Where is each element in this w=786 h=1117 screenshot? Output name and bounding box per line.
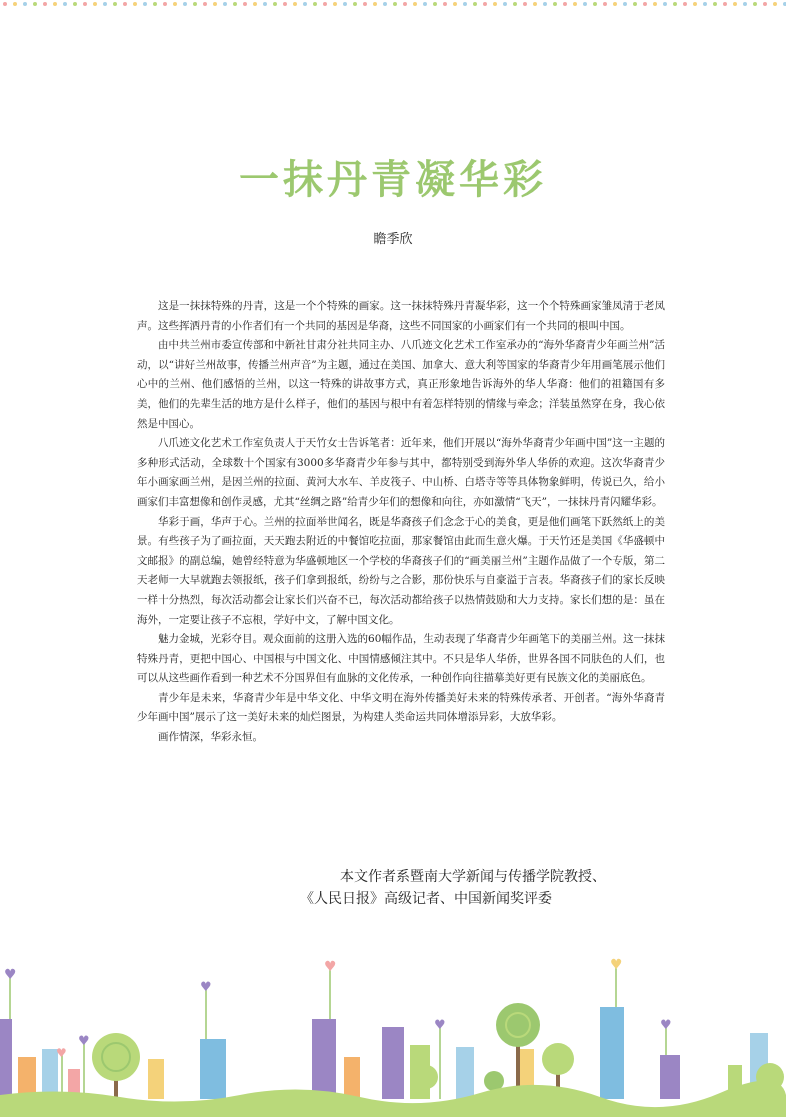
border-dot: [543, 2, 547, 6]
border-dot: [203, 2, 207, 6]
border-dot: [163, 2, 167, 6]
paragraph: 八爪迹文化艺术工作室负责人于天竹女士告诉笔者：近年来，他们开展以“海外华裔青少年画中国”这一主题的多种形式活动，全球数十个国家有3000多华裔青少年参与其中，都特别受到海外华人华侨的欢迎。这次华裔青少年小画家画兰州，是因兰州的拉面、黄河大水车、羊皮筏子、中山桥、白塔寺等等具体物象鲜明，传说已久，给小画家们丰富想像和创作灵感，尤其“丝绸之路”给青少年们的想像和向往，亦如激情“飞天”，一抹抹丹青闪耀华彩。: [137, 437, 665, 508]
svg-text:♥: ♥: [78, 1034, 90, 1049]
border-dot: [23, 2, 27, 6]
border-dot: [293, 2, 297, 6]
border-dot: [333, 2, 337, 6]
border-dot: [433, 2, 437, 6]
border-dot: [453, 2, 457, 6]
border-dot: [603, 2, 607, 6]
border-dot: [373, 2, 377, 6]
border-dot: [33, 2, 37, 6]
paragraph: 青少年是未来，华裔青少年是中华文化、中华文明在海外传播美好未来的特殊传承者、开创者。“海外华裔青少年画中国”展示了这一美好未来的灿烂图景，为构建人类命运共同体增添异彩，大放华彩。: [137, 691, 665, 724]
page-title: 一抹丹青凝华彩: [239, 157, 547, 203]
border-dot: [103, 2, 107, 6]
border-dot: [683, 2, 687, 6]
svg-text:♥: ♥: [434, 1018, 446, 1033]
border-dot: [673, 2, 677, 6]
border-dot: [713, 2, 717, 6]
border-dot: [213, 2, 217, 6]
border-dot: [533, 2, 537, 6]
border-dot: [753, 2, 757, 6]
border-dot: [513, 2, 517, 6]
border-dot: [503, 2, 507, 6]
author-credit-line: 《人民日报》高级记者、中国新闻奖评委: [300, 891, 552, 907]
article-body: [137, 297, 665, 748]
border-dot: [313, 2, 317, 6]
border-dot: [443, 2, 447, 6]
svg-text:♥: ♥: [200, 980, 212, 995]
border-dot: [473, 2, 477, 6]
border-dot: [573, 2, 577, 6]
svg-text:♥: ♥: [56, 1046, 67, 1060]
border-dot: [193, 2, 197, 6]
paragraph: 画作情深，华彩永恒。: [158, 731, 263, 744]
border-dot: [273, 2, 277, 6]
border-dot: [343, 2, 347, 6]
border-dot: [383, 2, 387, 6]
border-dot: [463, 2, 467, 6]
border-dot: [173, 2, 177, 6]
border-dot: [743, 2, 747, 6]
border-dot: [3, 2, 7, 6]
border-dot: [283, 2, 287, 6]
border-dot: [183, 2, 187, 6]
border-dot: [523, 2, 527, 6]
decorative-top-border: [0, 0, 786, 8]
border-dot: [413, 2, 417, 6]
border-dot: [723, 2, 727, 6]
border-dot: [263, 2, 267, 6]
border-dot: [83, 2, 87, 6]
border-dot: [63, 2, 67, 6]
border-dot: [403, 2, 407, 6]
author-name: 瞻季欣: [373, 232, 413, 247]
cityscape-illustration: [0, 947, 786, 1117]
border-dot: [493, 2, 497, 6]
border-dot: [593, 2, 597, 6]
border-dot: [393, 2, 397, 6]
border-dot: [773, 2, 777, 6]
border-dot: [323, 2, 327, 6]
border-dot: [703, 2, 707, 6]
border-dot: [353, 2, 357, 6]
border-dot: [143, 2, 147, 6]
border-dot: [153, 2, 157, 6]
border-dot: [553, 2, 557, 6]
border-dot: [653, 2, 657, 6]
border-dot: [233, 2, 237, 6]
paragraph: 魅力金城，光彩夺目。观众面前的这册入选的60幅作品，生动表现了华裔青少年画笔下的美丽兰州。这一抹抹特殊丹青，更把中国心、中国根与中国文化、中国情感倾注其中。不只是华人华侨，世界各国不同肤色的人们，也可以从这些画作看到一种艺术不分国界但有血脉的文化传承，一种创作向往描摹美好更有民族文化的美丽底色。: [137, 633, 665, 685]
border-dot: [763, 2, 767, 6]
border-dot: [43, 2, 47, 6]
author-credit: [300, 866, 680, 910]
border-dot: [123, 2, 127, 6]
border-dot: [363, 2, 367, 6]
border-dot: [243, 2, 247, 6]
svg-text:♥: ♥: [324, 959, 337, 975]
border-dot: [113, 2, 117, 6]
border-dot: [423, 2, 427, 6]
border-dot: [563, 2, 567, 6]
border-dot: [663, 2, 667, 6]
border-dot: [253, 2, 257, 6]
border-dot: [583, 2, 587, 6]
paragraph: 华彩于画，华声于心。兰州的拉面举世闻名，既是华裔孩子们念念于心的美食，更是他们画笔下跃然纸上的美景。有些孩子为了画拉面，天天跑去附近的中餐馆吃拉面，那家餐馆由此而生意火爆。于天竹还是美国《华盛顿中文邮报》的副总编，她曾经特意为华盛顿地区一个学校的华裔孩子们的“画美丽兰州”主题作品做了一个专版，第二天老师一大早就跑去领报纸，孩子们拿到报纸，纷纷与之合影，那份快乐与自豪溢于言表。华裔孩子们的家长反映一样十分热烈，每次活动都会让家长们兴奋不已，每次活动都给孩子以热情鼓励和大力支持。家长们想的是：虽在海外，一定要让孩子不忘根，学好中文，了解中国文化。: [137, 515, 665, 626]
border-dot: [93, 2, 97, 6]
border-dot: [73, 2, 77, 6]
border-dot: [613, 2, 617, 6]
svg-text:♥: ♥: [660, 1018, 672, 1033]
svg-text:♥: ♥: [610, 957, 623, 973]
border-dot: [483, 2, 487, 6]
border-dot: [223, 2, 227, 6]
paragraph: 这是一抹抹特殊的丹青，这是一个个特殊的画家。这一抹抹特殊丹青凝华彩，这一个个特殊画家雏凤清于老凤声。这些挥洒丹青的小作者们有一个共同的基因是华裔，这些不同国家的小画家们有一个共同的根叫中国。: [137, 300, 665, 332]
author-credit-line: 本文作者系暨南大学新闻与传播学院教授、: [340, 869, 606, 885]
border-dot: [623, 2, 627, 6]
border-dot: [13, 2, 17, 6]
border-dot: [693, 2, 697, 6]
border-dot: [133, 2, 137, 6]
border-dot: [733, 2, 737, 6]
border-dot: [303, 2, 307, 6]
border-dot: [633, 2, 637, 6]
border-dot: [643, 2, 647, 6]
paragraph: 由中共兰州市委宣传部和中新社甘肃分社共同主办、八爪迹文化艺术工作室承办的“海外华裔青少年画兰州”活动，以“讲好兰州故事，传播兰州声音”为主题，通过在美国、加拿大、意大利等国家的华裔青少年用画笔展示他们心中的兰州、他们感悟的兰州，以这一特殊的讲故事方式，真正形象地告诉海外的华人华裔：他们的祖籍国有多美，他们的先辈生活的地方是什么样子，他们的基因与根中有着怎样特别的情缘与牵念；洋装虽然穿在身，我心依然是中国心。: [137, 339, 665, 430]
border-dot: [53, 2, 57, 6]
svg-text:♥: ♥: [4, 967, 17, 983]
